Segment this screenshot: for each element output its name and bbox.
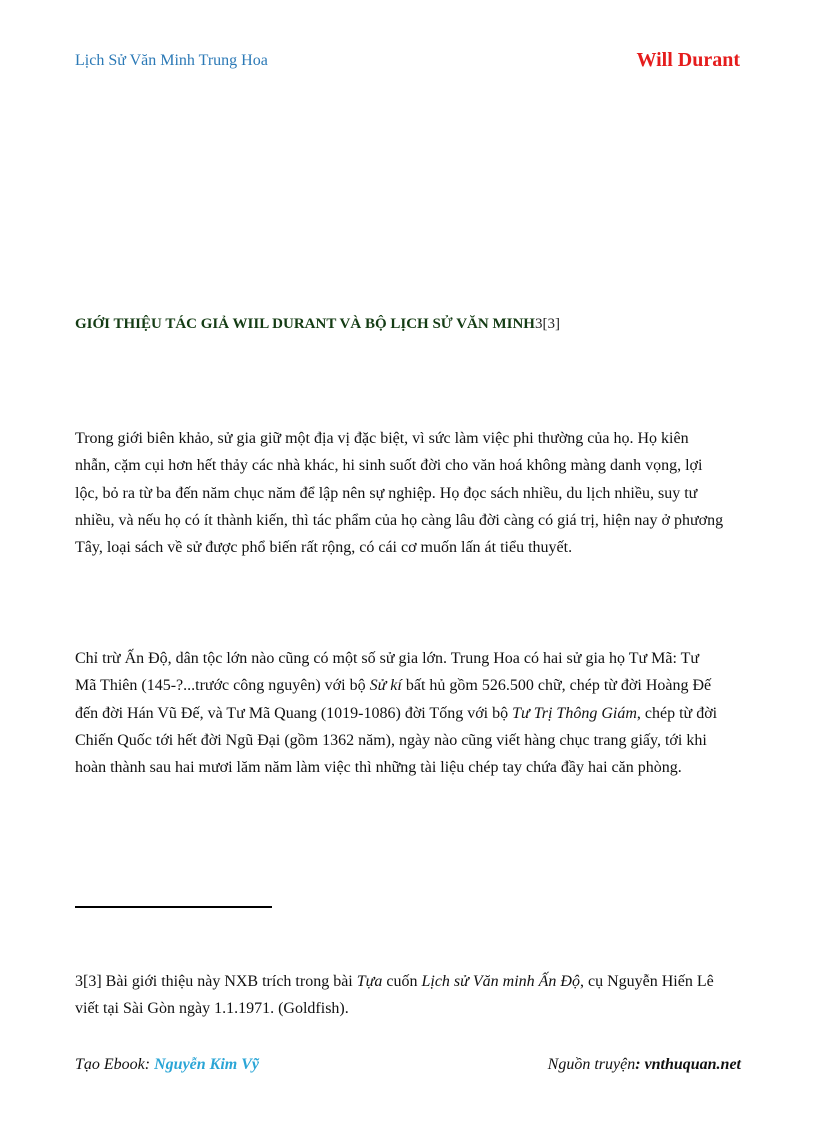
footnote-divider [75,906,272,908]
paragraph-line: nhẫn, cặm cụi hơn hết thảy các nhà khác, hi sinh suốt đời cho văn hoá không màng danh vọng, lợi [75,457,703,475]
book-title-su-ki: Sử kí [369,677,402,695]
text-run: bất hủ gồm 526.500 chữ, chép từ đời Hoàng Đế [401,677,712,695]
text-run: , chép từ đời [636,704,718,722]
paragraph-line: Chiến Quốc tới hết đời Ngũ Đại (gồm 1362 năm), ngày nào cũng viết hàng chục trang giấy, tới khi [75,731,707,749]
heading-text: GIỚI THIỆU TÁC GIẢ WIIL DURANT VÀ BỘ LỊCH SỬ VĂN MINH [75,316,535,332]
book-title: Lịch Sử Văn Minh Trung Hoa [75,52,268,69]
text-run: , cụ Nguyễn Hiến Lê [579,973,714,990]
footer-source [548,1056,741,1074]
book-title-tu-tri: Tư Trị Thông Giám [512,704,637,722]
paragraph-line: nhiều, và nếu họ có ít thành kiến, thì tác phẩm của họ càng lâu đời càng có giá trị, hiện nay ở phương [75,511,724,529]
footnote-line [75,968,747,995]
ebook-label: Tạo Ebook [75,1056,145,1073]
source-site: vnthuquan.net [644,1056,741,1073]
paragraph-line: Chỉ trừ Ấn Độ, dân tộc lớn nào cũng có một số sử gia lớn. Trung Hoa có hai sử gia họ Tư Mã: Tư [75,650,700,667]
source-label: Nguồn truyện [547,1056,636,1073]
footnote [75,968,747,1023]
footnote-line: viết tại Sài Gòn ngày 1.1.1971. (Goldfish). [75,1000,349,1018]
author-name: Will Durant [636,49,740,71]
paragraph-historians [75,645,747,781]
section-heading [75,316,755,333]
source-separator: : [635,1056,645,1073]
footnote-italic: Lịch sử Văn minh Ấn Độ [421,973,580,990]
paragraph-line: hoàn thành sau hai mươi lăm năm làm việc thì những tài liệu chép tay chứa đầy hai căn phòng. [75,759,682,777]
ebook-creator: Nguyễn Kim Vỹ [154,1056,259,1073]
paragraph-line [75,672,747,699]
paragraph-line [75,700,747,727]
footer-ebook [75,1056,259,1074]
text-run: Mã Thiên (145-?...trước công nguyên) với bộ [75,677,370,695]
text-run: cuốn [382,973,422,990]
paragraph-line: Tây, loại sách về sử được phổ biến rất rộng, có cái cơ muốn lấn át tiểu thuyết. [75,539,573,557]
footnote-italic: Tựa [356,973,383,990]
paragraph-line: lộc, bỏ ra từ ba đến năm chục năm để lập nên sự nghiệp. Họ đọc sách nhiều, du lịch nhiều, suy tư [75,484,698,502]
paragraph-intro [75,425,747,561]
text-run: 3[3] Bài giới thiệu này NXB trích trong bài [75,973,357,990]
footnote-ref-link[interactable]: 3[3] [534,316,560,332]
paragraph-line: Trong giới biên khảo, sử gia giữ một địa vị đặc biệt, vì sức làm việc phi thường của họ. Họ kiên [75,430,689,447]
ebook-separator: : [144,1056,155,1073]
text-run: đến đời Hán Vũ Đế, và Tư Mã Quang (1019-1086) đời Tống với bộ [75,704,513,722]
